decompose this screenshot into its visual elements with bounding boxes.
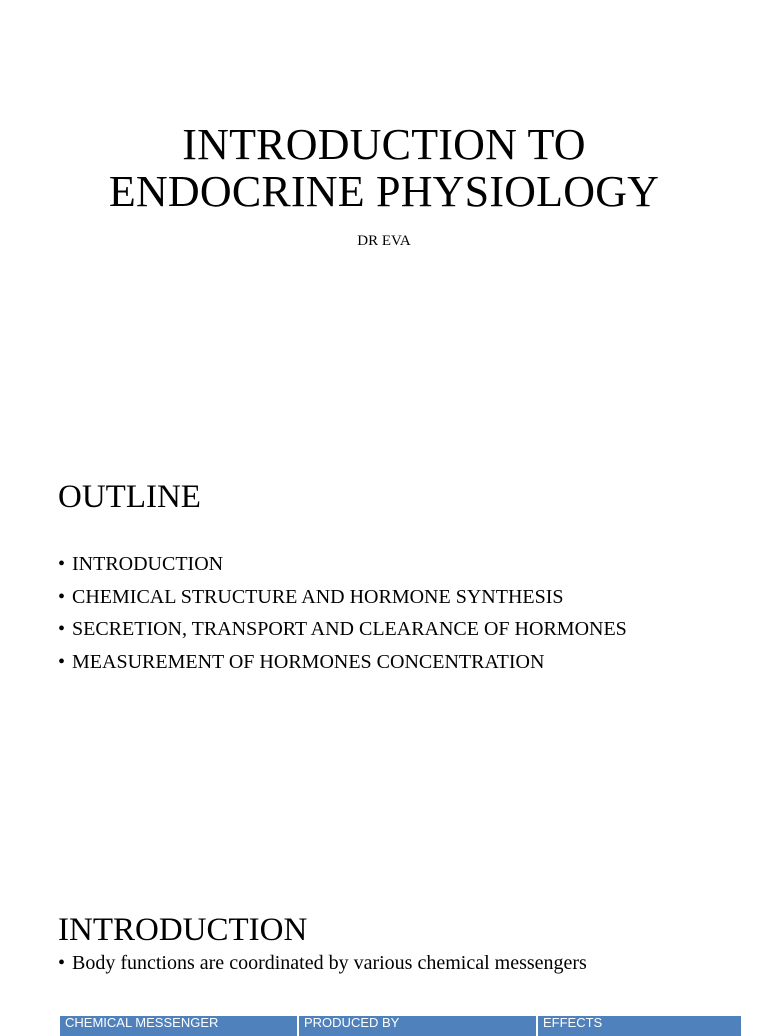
- outline-item-text: CHEMICAL STRUCTURE AND HORMONE SYNTHESIS: [72, 585, 564, 608]
- title-line-1: INTRODUCTION TO: [182, 120, 586, 169]
- presentation-title: [0, 121, 768, 215]
- outline-heading: OUTLINE: [58, 479, 201, 515]
- bullet-icon: •: [58, 553, 66, 575]
- bullet-icon: •: [58, 952, 66, 974]
- table-header-cell: CHEMICAL MESSENGER: [60, 1016, 298, 1036]
- title-line-2: ENDOCRINE PHYSIOLOGY: [108, 167, 660, 216]
- outline-list: [58, 548, 627, 678]
- bullet-icon: •: [58, 618, 66, 640]
- outline-item: [58, 613, 627, 646]
- outline-item-text: MEASUREMENT OF HORMONES CONCENTRATION: [72, 650, 545, 673]
- outline-item-text: INTRODUCTION: [72, 553, 224, 575]
- outline-item-text: SECRETION, TRANSPORT AND CLEARANCE OF HORMONES: [72, 618, 627, 640]
- author-name: DR EVA: [357, 233, 411, 249]
- intro-text: Body functions are coordinated by various chemical messengers: [72, 952, 587, 974]
- title-slide: [0, 0, 768, 320]
- outline-item: [58, 581, 627, 614]
- messenger-table: [60, 1016, 741, 1036]
- bullet-icon: •: [58, 585, 66, 608]
- outline-item: [58, 548, 627, 581]
- bullet-icon: •: [58, 650, 66, 673]
- intro-bullet-text: [58, 950, 587, 976]
- table-header-cell: PRODUCED BY: [298, 1016, 537, 1036]
- intro-heading: INTRODUCTION: [58, 912, 308, 948]
- outline-item: [58, 646, 627, 679]
- table-header-row: [60, 1016, 741, 1036]
- table-header-cell: EFFECTS: [537, 1016, 741, 1036]
